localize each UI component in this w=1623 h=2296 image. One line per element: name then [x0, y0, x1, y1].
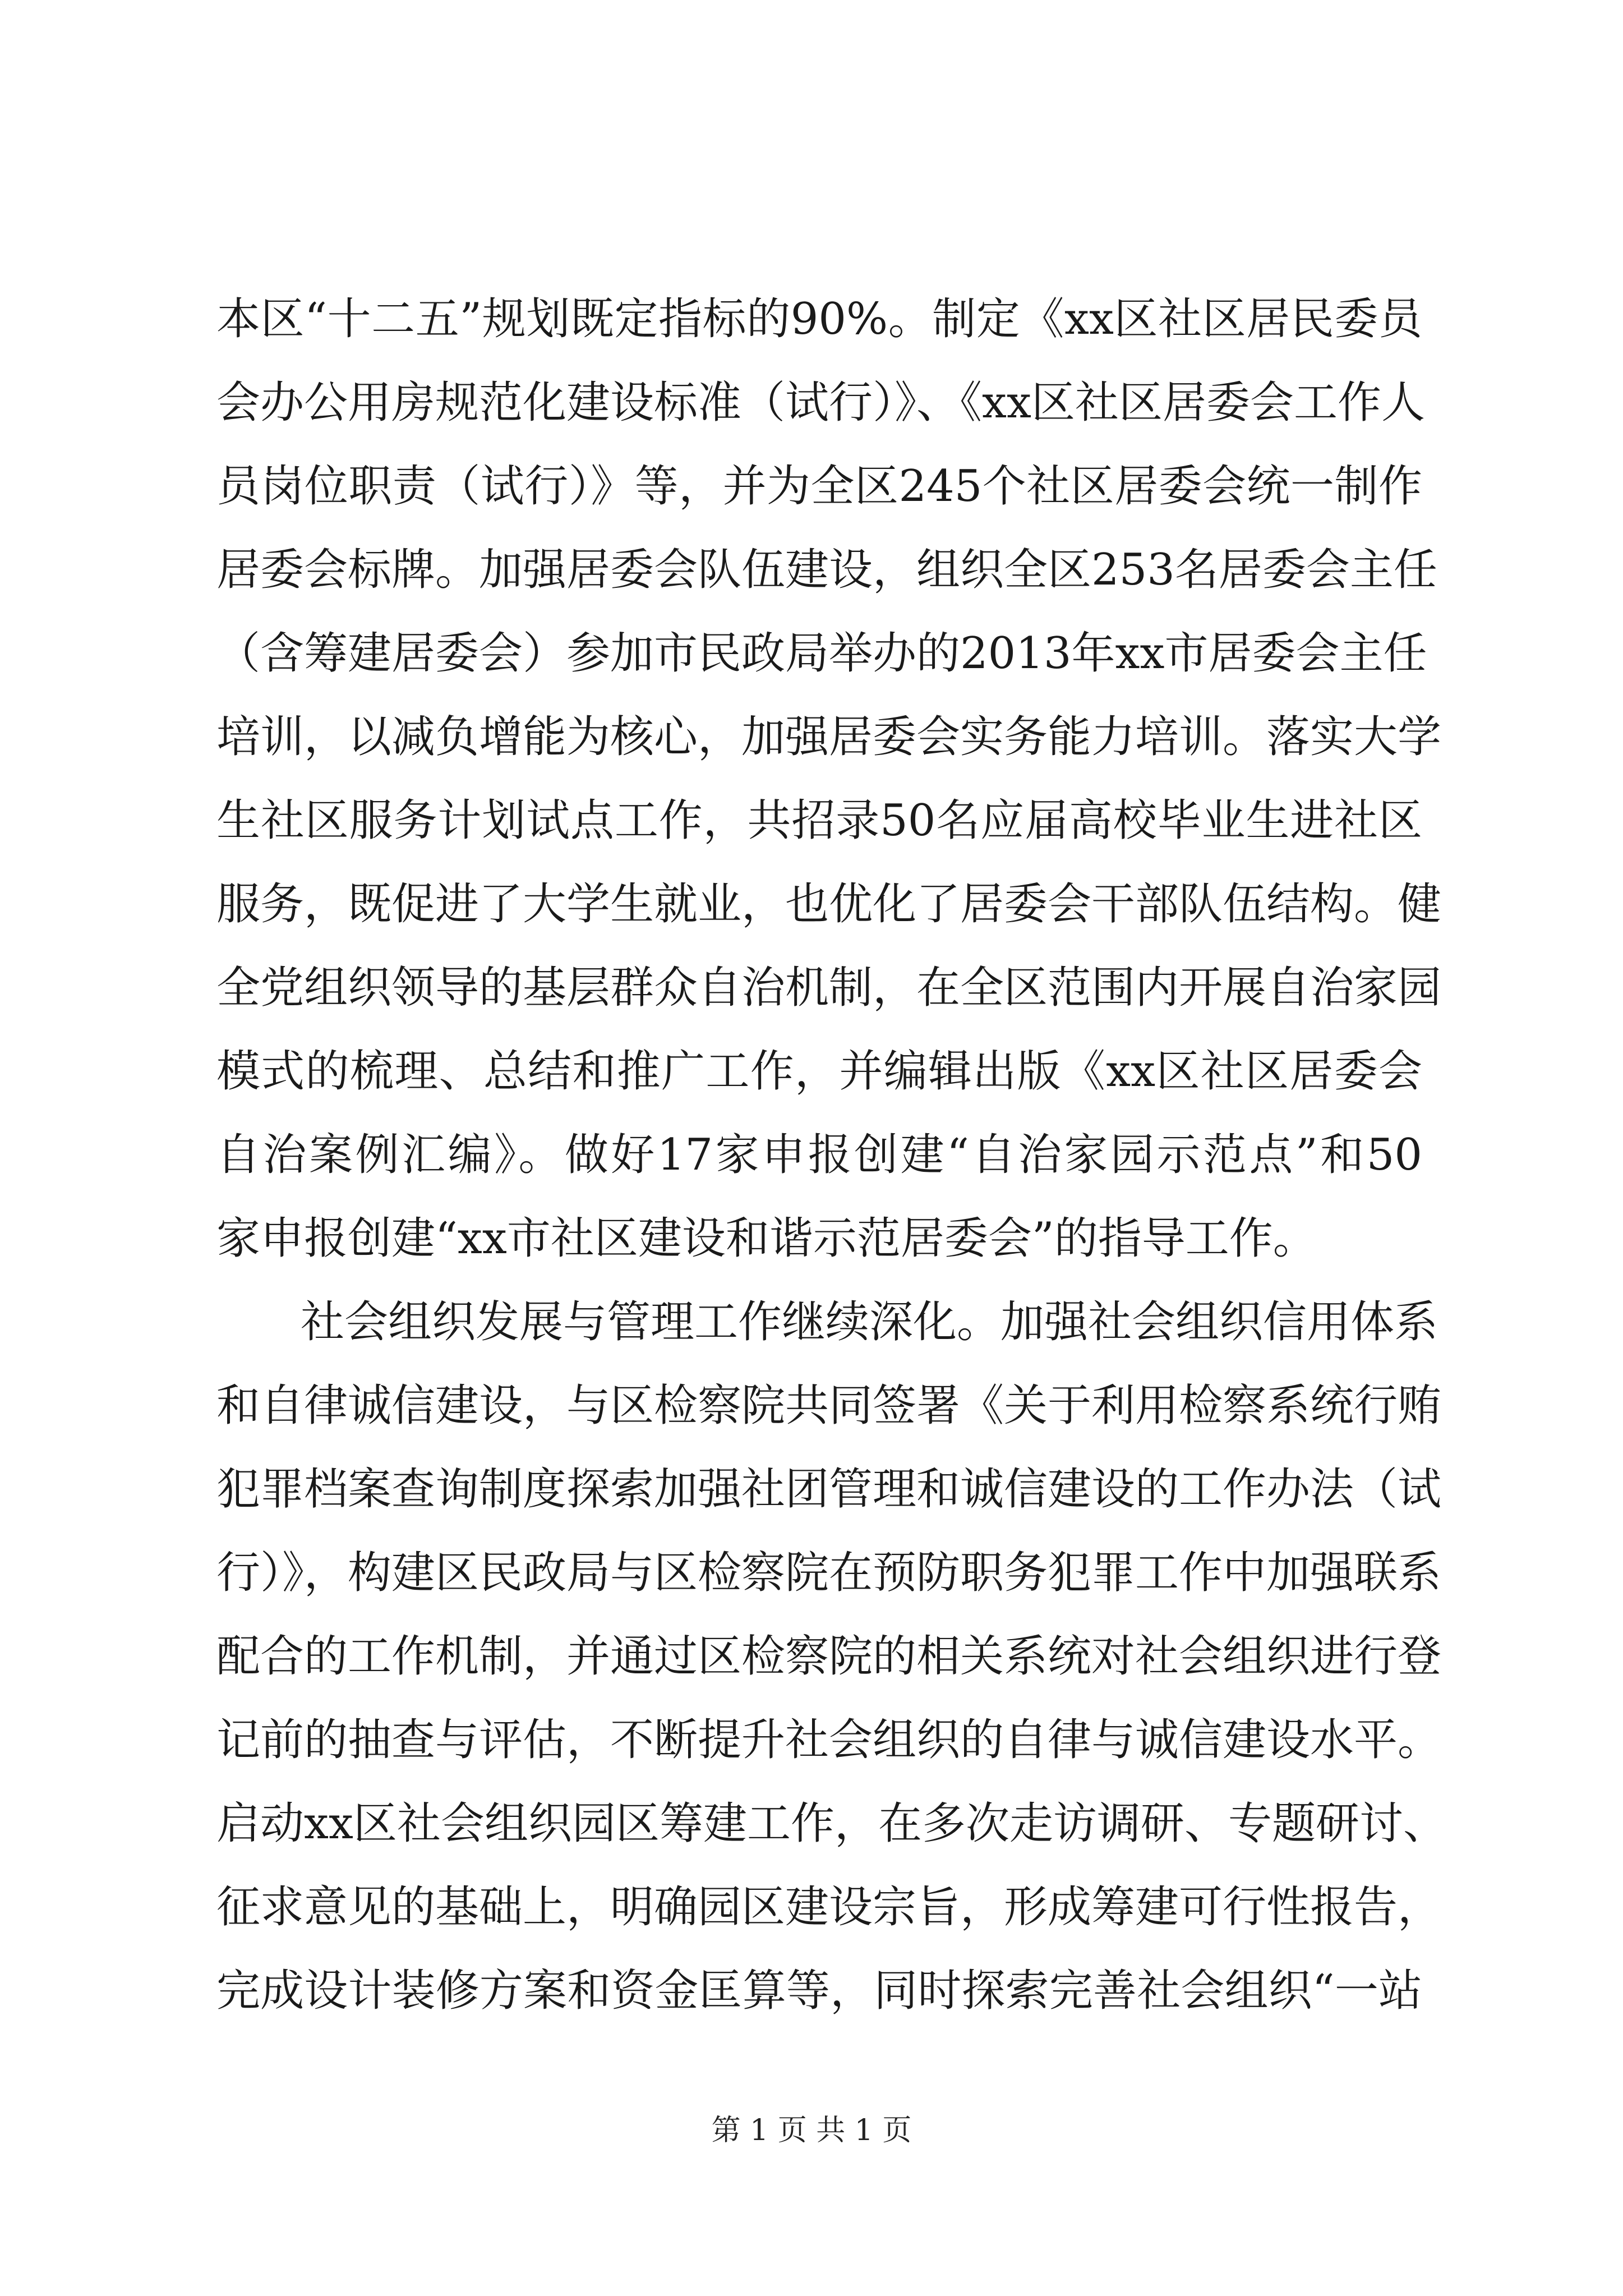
text-line: （含筹建居委会）参加市民政局举办的2013年xx市居委会主任 [216, 628, 1427, 679]
text-line: 培训，以减负增能为核心，加强居委会实务能力培训。落实大学 [216, 712, 1442, 762]
text-line: 服务，既促进了大学生就业，也优化了居委会干部队伍结构。健 [216, 879, 1442, 930]
text-line: 行）》，构建区民政局与区检察院在预防职务犯罪工作中加强联系 [216, 1548, 1442, 1598]
text-line: 会办公用房规范化建设标准（试行）》、《xx区社区居委会工作人 [216, 378, 1425, 428]
text-line: 启动xx区社会组织园区筹建工作，在多次走访调研、专题研讨、 [216, 1798, 1447, 1849]
paragraph-end-line: 家申报创建“xx市社区建设和谐示范居委会”的指导工作。 [216, 1213, 1317, 1264]
text-line: 征求意见的基础上，明确园区建设宗旨，形成筹建可行性报告， [216, 1882, 1442, 1932]
text-line: 犯罪档案查询制度探索加强社团管理和诚信建设的工作办法（试 [216, 1464, 1442, 1515]
text-line: 居委会标牌。加强居委会队伍建设，组织全区253名居委会主任 [216, 545, 1437, 595]
text-line: 本区“十二五”规划既定指标的90%。制定《xx区社区居民委员 [216, 294, 1422, 344]
text-line: 生社区服务计划试点工作，共招录50名应届高校毕业生进社区 [216, 795, 1422, 846]
text-line: 记前的抽查与评估，不断提升社会组织的自律与诚信建设水平。 [216, 1715, 1442, 1765]
text-line: 和自律诚信建设，与区检察院共同签署《关于利用检察系统行贿 [216, 1381, 1442, 1431]
text-line: 全党组织领导的基层群众自治机制，在全区范围内开展自治家园 [216, 963, 1442, 1013]
text-line: 员岗位职责（试行）》等，并为全区245个社区居委会统一制作 [216, 461, 1422, 512]
text-line: 模式的梳理、总结和推广工作，并编辑出版《xx区社区居委会 [216, 1046, 1422, 1097]
paragraph-start-line: 社会组织发展与管理工作继续深化。加强社会组织信用体系 [301, 1297, 1438, 1347]
body-text [216, 278, 1447, 2033]
text-line: 自治案例汇编》。做好17家申报创建“自治家园示范点”和50 [216, 1130, 1422, 1180]
text-line: 配合的工作机制，并通过区检察院的相关系统对社会组织进行登 [216, 1631, 1442, 1682]
page-footer: 第 1 页 共 1 页 [711, 2114, 912, 2147]
text-line: 完成设计装修方案和资金匡算等，同时探索完善社会组织“一站 [216, 1966, 1422, 2016]
